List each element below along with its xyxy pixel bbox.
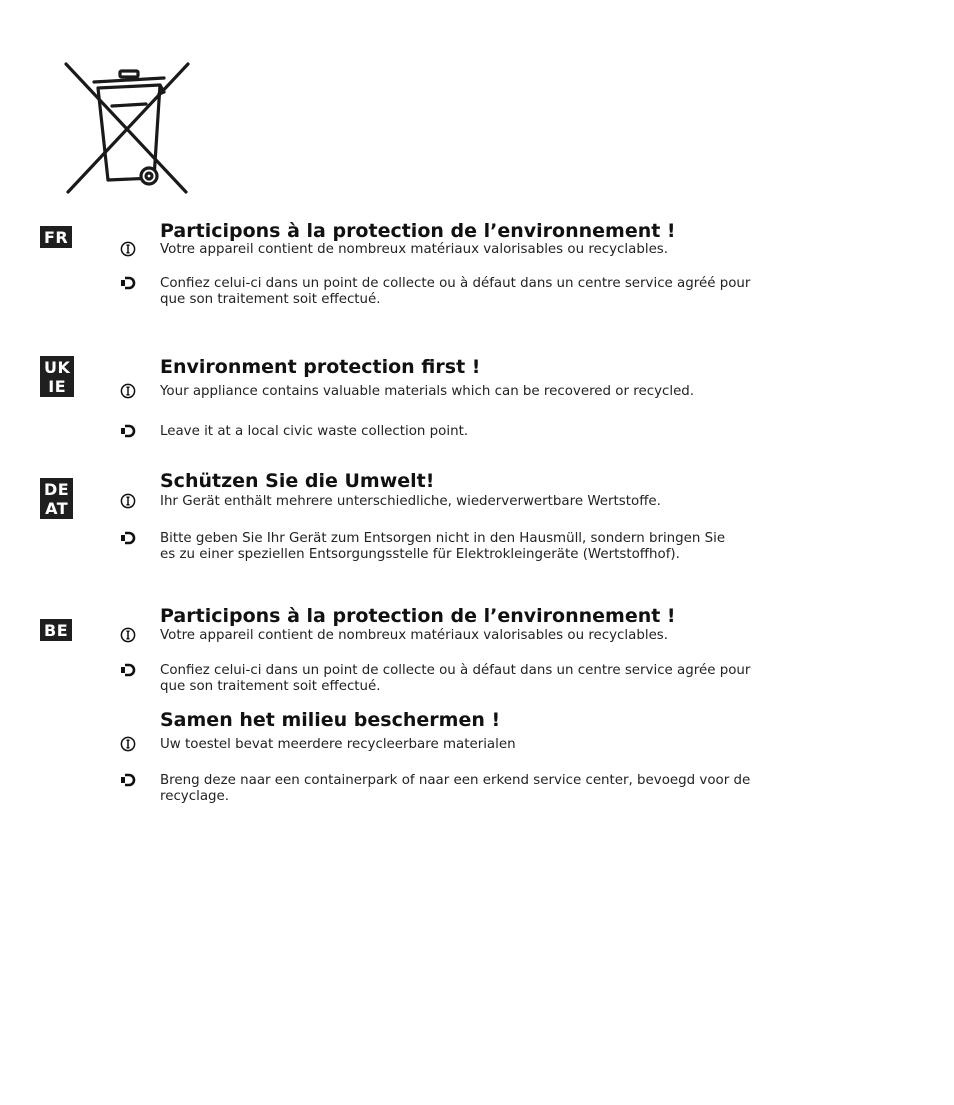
item-text: Confiez celui-ci dans un point de collecte ou à défaut dans un centre service agréé pour que son traitement soit effectué. — [160, 276, 751, 307]
country-badge-uk-ie — [40, 356, 74, 397]
info-icon — [120, 493, 136, 509]
country-code: DE — [44, 480, 70, 499]
action-item — [160, 663, 930, 695]
arrow-right-icon — [120, 423, 136, 439]
info-icon — [120, 383, 136, 399]
arrow-right-icon — [120, 275, 136, 291]
country-code: BE — [44, 621, 69, 640]
arrow-right-icon — [120, 662, 136, 678]
info-item — [160, 242, 930, 258]
country-badge-fr — [40, 226, 72, 248]
country-badge-de-at — [40, 478, 73, 519]
info-icon — [120, 241, 136, 257]
action-item — [160, 531, 930, 563]
section-heading: Participons à la protection de l’environnement ! — [160, 220, 676, 242]
country-code: AT — [45, 499, 69, 518]
country-code: UK — [44, 358, 71, 377]
info-icon — [120, 736, 136, 752]
item-text: Breng deze naar een containerpark of naar een erkend service center, bevoegd voor de recyclage. — [160, 773, 751, 804]
item-text: Your appliance contains valuable materials which can be recovered or recycled. — [160, 384, 695, 399]
item-text: Bitte geben Sie Ihr Gerät zum Entsorgen nicht in den Hausmüll, sondern bringen Sie es zu einer speziellen Entsorgungsstelle für Elektrokleingeräte (Wertstoffhof). — [160, 531, 726, 562]
section-heading: Environment protection first ! — [160, 356, 481, 378]
item-text: Votre appareil contient de nombreux matériaux valorisables ou recyclables. — [160, 628, 669, 643]
country-badge-be — [40, 619, 72, 641]
item-text: Leave it at a local civic waste collection point. — [160, 424, 469, 439]
info-item — [160, 737, 930, 753]
section-heading: Samen het milieu beschermen ! — [160, 709, 501, 731]
action-item — [160, 276, 930, 308]
crossed-out-bin-icon — [60, 58, 194, 196]
info-item — [160, 384, 930, 400]
section-heading: Schützen Sie die Umwelt! — [160, 470, 435, 492]
item-text: Uw toestel bevat meerdere recycleerbare materialen — [160, 737, 516, 752]
action-item — [160, 424, 930, 440]
info-icon — [120, 627, 136, 643]
arrow-right-icon — [120, 772, 136, 788]
info-item — [160, 628, 930, 644]
item-text: Confiez celui-ci dans un point de collecte ou à défaut dans un centre service agrée pour que son traitement soit effectué. — [160, 663, 751, 694]
item-text: Votre appareil contient de nombreux matériaux valorisables ou recyclables. — [160, 242, 669, 257]
section-heading: Participons à la protection de l’environnement ! — [160, 605, 676, 627]
info-item — [160, 494, 930, 510]
item-text: Ihr Gerät enthält mehrere unterschiedliche, wiederverwertbare Wertstoffe. — [160, 494, 661, 509]
country-code: FR — [44, 228, 69, 247]
arrow-right-icon — [120, 530, 136, 546]
action-item — [160, 773, 930, 805]
country-code: IE — [48, 377, 67, 396]
